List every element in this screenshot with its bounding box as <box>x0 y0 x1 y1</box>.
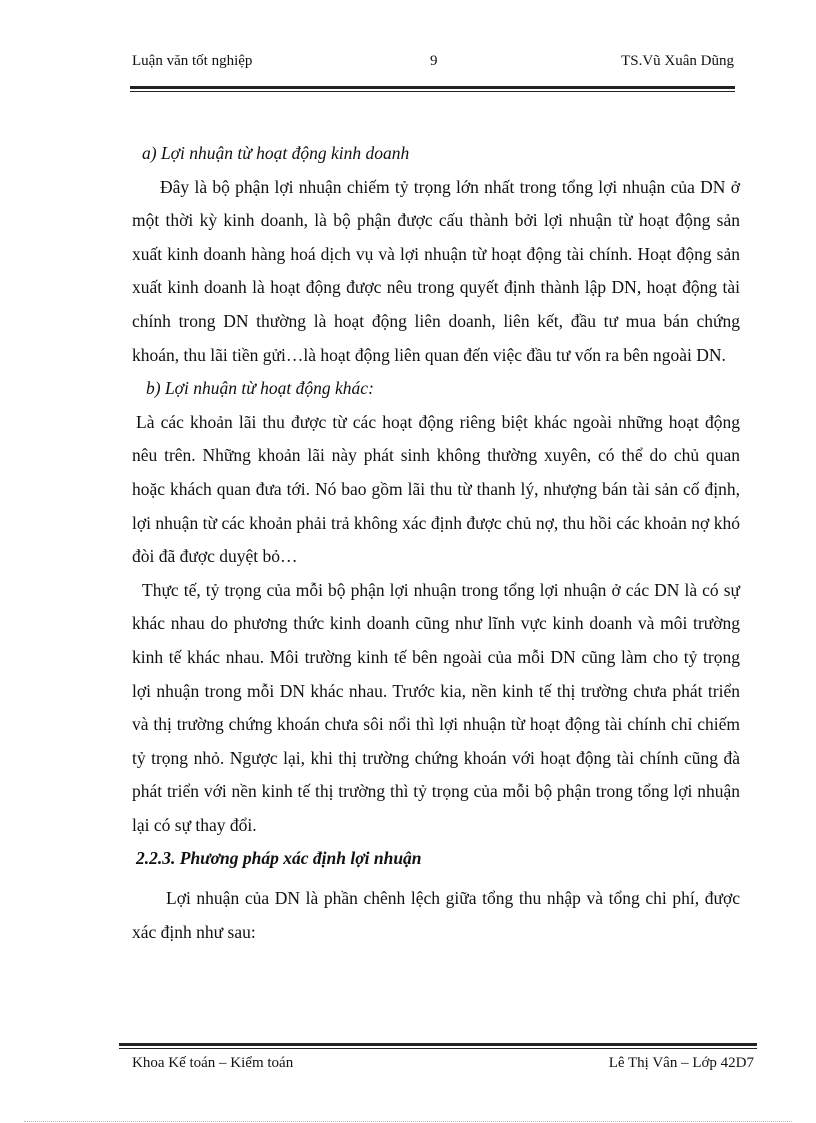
footer-divider <box>119 1043 757 1046</box>
header-right-text: TS.Vũ Xuân Dũng <box>621 53 734 69</box>
page-number: 9 <box>430 53 438 69</box>
paragraph-d: Lợi nhuận của DN là phần chênh lệch giữa tổng thu nhập và tổng chi phí, được xác định như sau: <box>132 888 740 942</box>
document-body <box>132 137 740 949</box>
header-divider <box>130 86 735 89</box>
paragraph-a: Đây là bộ phận lợi nhuận chiếm tỷ trọng lớn nhất trong tổng lợi nhuận của DN ở một thời kỳ kinh doanh, là bộ phận được cấu thành bởi lợi nhuận từ hoạt động sản xuất kinh doanh hàng hoá dịch vụ và lợi nhuận từ hoạt động tài chính. Hoạt động sản xuất kinh doanh là hoạt động được nêu trong quyết định thành lập DN, hoạt động tài chính trong DN thường là hoạt động liên doanh, liên kết, đầu tư mua bán chứng khoán, thu lãi tiền gửi…là hoạt động liên quan đến việc đầu tư vốn ra bên ngoài DN. <box>132 176 740 365</box>
header-divider-thin <box>130 91 735 92</box>
paragraph-b: Là các khoản lãi thu được từ các hoạt động riêng biệt khác ngoài những hoạt động nêu trên. Những khoản lãi này phát sinh không thường xuyên, có thể do chủ quan hoặc khách quan đưa tới. Nó bao gồm lãi thu từ thanh lý, nhượng bán tài sản cố định, lợi nhuận từ các khoản phải trả không xác định được chủ nợ, thu hồi các khoản nợ khó đòi đã được duyệt bỏ… <box>132 411 740 567</box>
heading-a: a) Lợi nhuận từ hoạt động kinh doanh <box>142 143 410 163</box>
footer-right-text: Lê Thị Vân – Lớp 42D7 <box>608 1055 754 1071</box>
footer-left-text: Khoa Kế toán – Kiểm toán <box>132 1055 294 1071</box>
section-title: 2.2.3. Phương pháp xác định lợi nhuận <box>136 848 422 869</box>
header-left-text: Luận văn tốt nghiệp <box>132 53 253 69</box>
page-bottom-dotted-line <box>24 1121 792 1122</box>
footer-divider-thin <box>119 1048 757 1049</box>
heading-b: b) Lợi nhuận từ hoạt động khác: <box>146 378 374 399</box>
paragraph-c: Thực tế, tỷ trọng của mỗi bộ phận lợi nhuận trong tổng lợi nhuận ở các DN là có sự khác nhau do phương thức kinh doanh cũng như lĩnh vực kinh doanh và môi trường kinh tế khác nhau. Môi trường kinh tế bên ngoài của mỗi DN cũng làm cho tỷ trọng lợi nhuận trong mỗi DN khác nhau. Trước kia, nền kinh tế thị trường chưa phát triển và thị trường chứng khoán chưa sôi nổi thì lợi nhuận từ hoạt động tài chính chỉ chiếm tỷ trọng nhỏ. Ngược lại, khi thị trường chứng khoán với hoạt động tài chính cũng đà phát triển với nền kinh tế thị trường thì tỷ trọng của mỗi bộ phận trong tổng lợi nhuận lại có sự thay đổi. <box>132 579 740 835</box>
